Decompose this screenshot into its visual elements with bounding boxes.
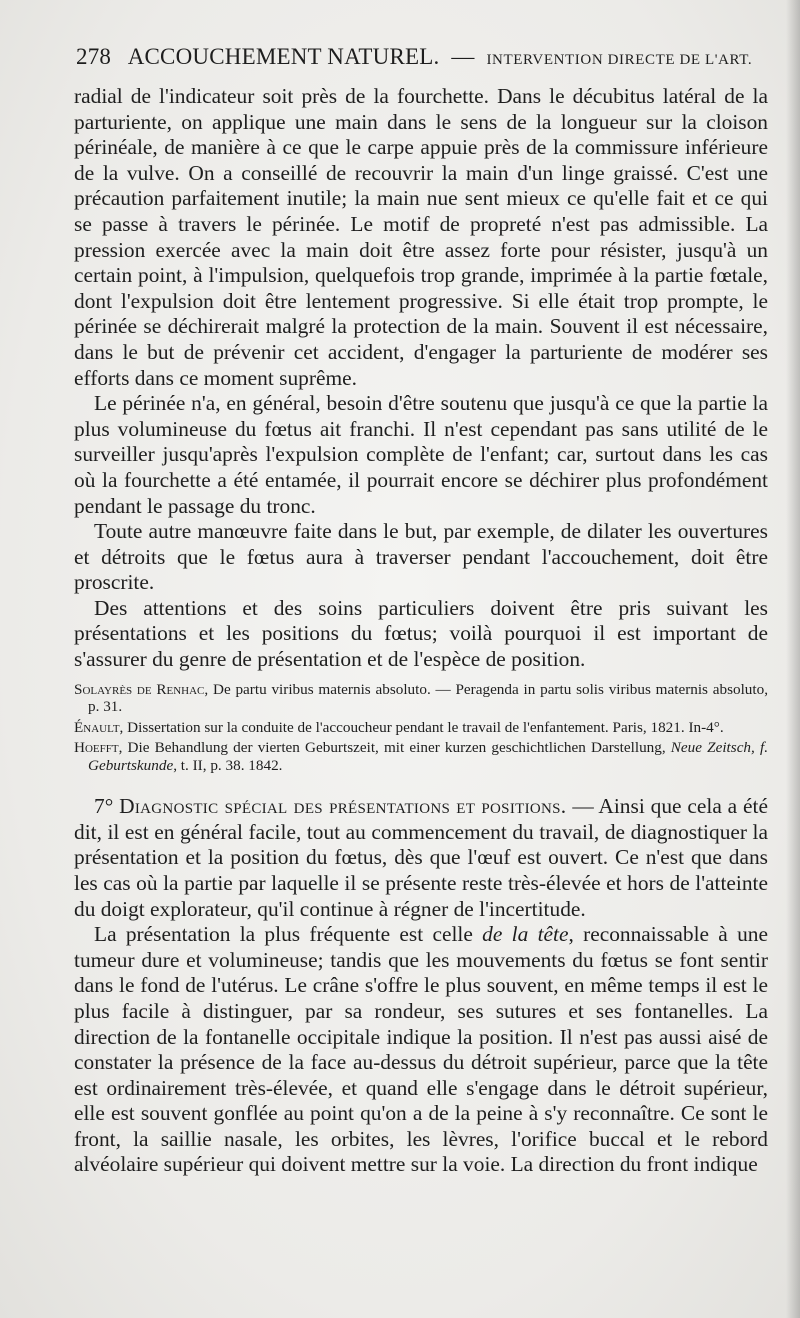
- section-text: Ainsi que cela a été dit, il est en général facile, tout au commencement du travail, de diagnostiquer la présentation et la position du fœtus, dès que l'œuf est ouvert. Ce n'est que dans les cas où la partie par laquelle il se présente reste très-élevée et hors de l'atteinte du doigt explorateur, qu'il continue à régner de l'incertitude.: [74, 794, 768, 921]
- paragraph-attentions: Des attentions et des soins particuliers doivent être pris suivant les présentations et les positions du fœtus; voilà pourquoi il est important de s'assurer du genre de présentation et de l'espèce de position.: [74, 595, 768, 672]
- paragraph-continuation: radial de l'indicateur soit près de la fourchette. Dans le décubitus latéral de la parturiente, on applique une main dans le sens de la longueur sur la cloison périnéale, de manière à ce que le carpe appuie près de la commissure inférieure de la vulve. On a conseillé de recouvrir la main d'un linge graissé. C'est une précaution parfaitement inutile; la main nue sent mieux ce qu'elle fait et ce qui se passe à travers le périnée. Le motif de propreté n'est pas admissible. La pression exercée avec la main doit être assez forte pour résister, jusqu'à un certain point, à l'impulsion, quelquefois trop grande, imprimée à la partie fœtale, dont l'expulsion doit être lentement progressive. Si elle était trop prompte, le périnée se déchirerait malgré la protection de la main. Souvent il est nécessaire, dans le but de prévenir cet accident, d'engager la parturiente de modérer ses efforts dans ce moment suprême.: [74, 84, 768, 390]
- emphasis-tete: de la tête: [482, 922, 569, 947]
- section-number: 7°: [94, 794, 114, 819]
- reference-text: , Dissertation sur la conduite de l'accoucheur pendant le travail de l'enfantement. Paris, 1821. In-4°.: [119, 718, 724, 736]
- paragraph-perinee: Le périnée n'a, en général, besoin d'être soutenu que jusqu'à ce que la partie la plus volumineuse du fœtus ait franchi. Il n'est cependant pas sans utilité de le surveiller jusqu'après l'expulsion complète de l'enfant; car, surtout dans les cas où la fourchette a été entamée, il pourrait encore se déchirer plus profondément pendant le passage du tronc.: [74, 391, 768, 518]
- page-body: [74, 84, 768, 1178]
- section-7-paragraph-1: [74, 794, 768, 922]
- reference-author: Énault: [74, 718, 120, 736]
- reference-text: , Die Behandlung der vierten Geburtszeit, mit einer kurzen geschichtlichen Darstellung,: [118, 739, 671, 757]
- page-edge-shadow: [786, 0, 800, 1318]
- header-subtitle: INTERVENTION DIRECTE DE L'ART.: [486, 52, 753, 68]
- section-7: [74, 794, 768, 1178]
- paragraph-rest: , reconnaissable à une tumeur dure et volumineuse; tandis que les mouvements du fœtus se font sentir dans le fond de l'utérus. Le crâne s'offre le plus souvent, en même temps il est le plus facile à distinguer, par sa rondeur, ses sutures et ses fontanelles. La direction de la fontanelle occipitale indique la position. Il n'est pas aussi aisé de constater la présence de la face au-dessus du détroit supérieur, parce que la tête est ordinairement très-élevée, et quand elle s'engage dans le détroit supérieur, elle est souvent gonflée au point qu'on a de la peine à s'y reconnaître. Ce sont le front, la saillie nasale, les orbites, les lèvres, l'orifice buccal et le rebord alvéolaire supérieur qui doivent mettre sur la voie. La direction du front indique: [74, 922, 768, 1177]
- reference-author: Hoefft: [74, 739, 119, 757]
- section-title: Diagnostic spécial des présentations et positions.: [119, 794, 567, 819]
- paragraph-manoeuvre: Toute autre manœuvre faite dans le but, par exemple, de dilater les ouvertures et détroits que le fœtus aura à traverser pendant l'accouchement, doit être proscrite.: [74, 519, 768, 595]
- reference-text: , De partu viribus maternis absoluto. — Peragenda in partu solis viribus maternis absoluto, p. 31.: [88, 680, 769, 716]
- page-number: 278: [76, 44, 112, 69]
- reference-journal: Neue Zeitsch, f. Geburtskunde: [88, 739, 768, 774]
- reference-author: Solayrès de Renhac: [74, 680, 205, 698]
- bibliography: [74, 681, 768, 775]
- section-7-paragraph-2: [74, 922, 768, 1178]
- reference-item: [74, 739, 768, 774]
- reference-tail: , t. II, p. 38. 1842.: [173, 756, 283, 774]
- header-title: ACCOUCHEMENT NATUREL.: [127, 44, 440, 69]
- header-dash: —: [451, 44, 475, 69]
- running-header: [76, 44, 756, 70]
- reference-item: [74, 719, 768, 737]
- reference-item: [74, 681, 768, 716]
- section-dash: —: [572, 794, 594, 819]
- paragraph-start: La présentation la plus fréquente est celle: [94, 922, 483, 947]
